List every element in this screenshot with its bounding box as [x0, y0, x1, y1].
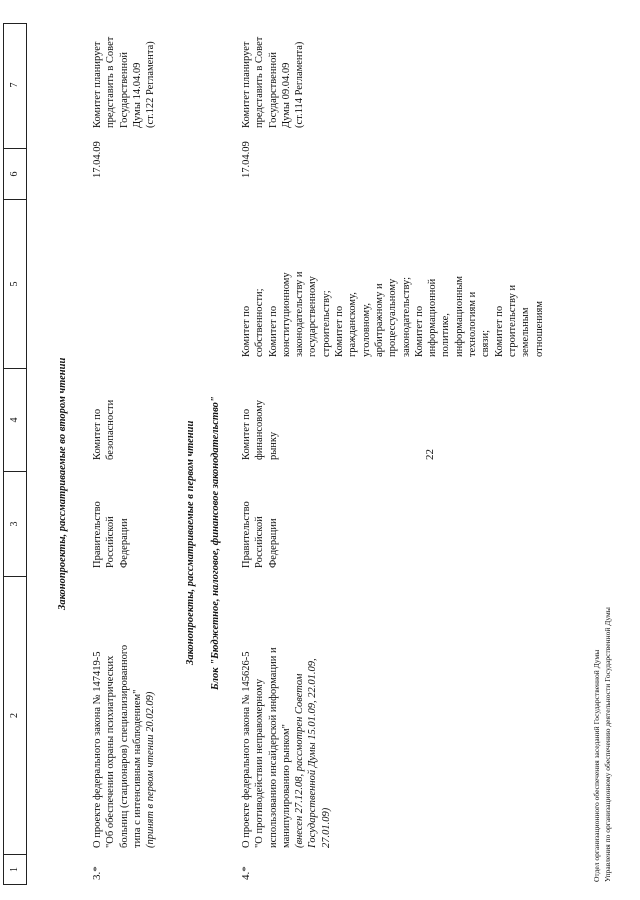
row-4-co-committees: Комитет по собственности; Комитет по конституционному законодательству и государственному строительству; Комитет по гражданскому, уголовному, арбитражному и процессуальному законодательству; Комитет по информационной политике, информационным технологиям и связи; Комитет по строительству и земельным отношениям: [241, 271, 545, 357]
row-4-committee: Комитет по финансовому рынку: [241, 399, 279, 460]
row-4-author: Правительство Российской Федерации: [241, 501, 279, 568]
row-3-committee: Комитет по безопасности: [92, 399, 117, 460]
section-title-first-reading: Законопроекты, рассматриваемые в первом чтении: [185, 420, 196, 665]
section-title-second-reading: Законопроекты, рассматриваемые во втором чтении: [57, 357, 68, 610]
row-4-comment: Комитет планирует представить в Совет Государственной Думы 09.04.09 (ст.114 Регламента): [241, 36, 306, 128]
header-col-3: 3: [4, 471, 26, 576]
footer-line-2: Управления по организационному обеспечению деятельности Государственной Думы: [603, 607, 612, 882]
row-4-number: 4.*: [240, 866, 252, 880]
header-col-6: 6: [4, 148, 26, 199]
row-4-date: 17.04.09: [241, 141, 252, 178]
row-3-date: 17.04.09: [92, 141, 103, 178]
row-3-author: Правительство Российской Федерации: [92, 501, 130, 568]
row-3-number: 3.*: [91, 866, 103, 880]
row-4-title: О проекте федерального закона № 145626-5 "О противодействии неправомерному использованию инсайдерской информации и манипулированию рынком" (внесен 27.12.08, рассмотрен Советом Государственной Думы 15.01.09, 22.01.09, 27.01.09): [241, 647, 332, 848]
row-3-title: О проекте федерального закона № 147419-5 "Об обеспечении охраны психиатрических больниц (стационаров) специализированного типа с интенсивным наблюдением" (принят в первом чтении 20.02.09): [92, 644, 157, 848]
footer-line-1: Отдел организационного обеспечения заседаний Государственной Думы: [592, 649, 601, 882]
row-3-comment: Комитет планирует представить в Совет Государственной Думы 14.04.09 (ст.122 Регламента): [92, 36, 157, 128]
header-col-1: 1: [4, 854, 26, 884]
header-col-2: 2: [4, 576, 26, 854]
header-col-4: 4: [4, 368, 26, 471]
section-title-block: Блок "Бюджетное, налоговое, финансовое законодательство": [210, 396, 221, 690]
header-col-5: 5: [4, 199, 26, 368]
table-header: [3, 23, 27, 885]
page-number: 22: [424, 449, 436, 460]
header-col-7: 7: [9, 82, 20, 88]
